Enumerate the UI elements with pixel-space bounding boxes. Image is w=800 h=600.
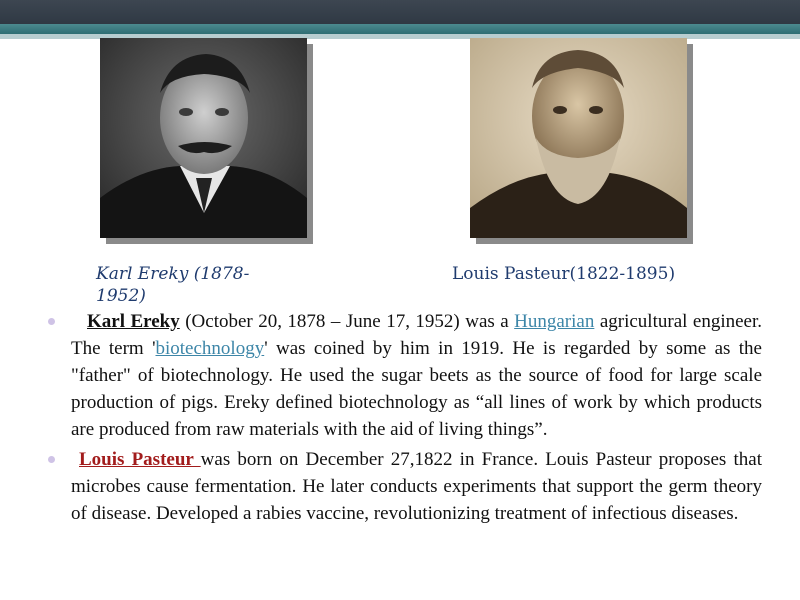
header-accent-line [0, 24, 800, 34]
bullet-list [48, 308, 762, 530]
biotechnology-link[interactable]: biotechnology [155, 338, 265, 359]
pasteur-text: was born on December 27,1822 in France. Louis Pasteur proposes that microbes cause fermentation. He later conducts experiments that support the germ theory of disease. Developed a rabies vaccine, revolutionizing treatment of infectious diseases. [71, 449, 762, 524]
hungarian-link[interactable]: Hungarian [514, 311, 595, 332]
karl-ereky-name: Karl Ereky [87, 311, 180, 332]
karl-ereky-portrait [100, 38, 307, 238]
louis-pasteur-portrait [470, 38, 687, 238]
bullet-dot-icon [48, 456, 55, 463]
caption-karl-ereky: Karl Ereky (1878-1952) [96, 264, 250, 306]
bullet-louis-pasteur [48, 446, 762, 527]
header-band [0, 0, 800, 24]
bullet-karl-ereky [48, 308, 762, 443]
bullet-dot-icon [48, 318, 55, 325]
ereky-text-3: ' was coined by him in 1919. He is regarded by some as the "father" of biotechnology. He used the sugar beets as the source of food for large scale production of pigs. Ereky defined biotechnology as “all lines of work by which products are produced from raw materials with the aid of living things”. [71, 338, 762, 440]
ereky-text-2: agricultural engineer. The term ' [71, 311, 762, 359]
caption-louis-pasteur: Louis Pasteur(1822-1895) [452, 264, 676, 284]
ereky-text-1: (October 20, 1878 – June 17, 1952) was a [179, 311, 515, 332]
louis-pasteur-name: Louis Pasteur [79, 449, 201, 470]
